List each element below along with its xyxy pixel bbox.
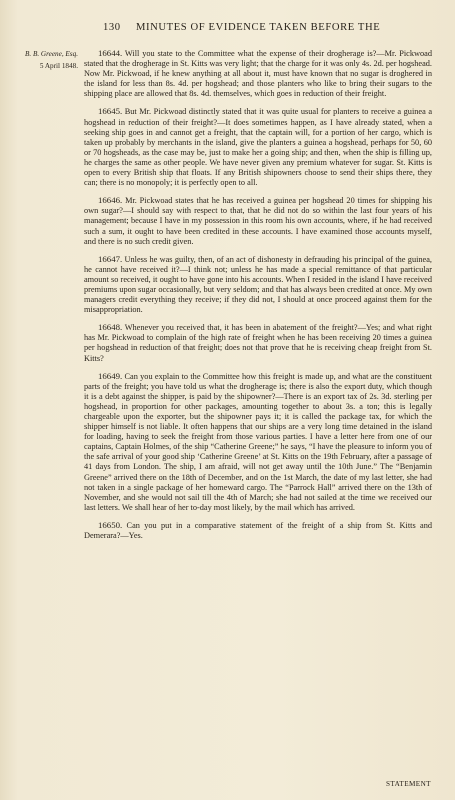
question-text: Can you put in a comparative statement of the freight of a ship from St. Kitts and Demerara?—Yes.	[84, 520, 433, 541]
question-text: Whenever you received that, it has been in abatement of the freight?—Yes; and what right has Mr. Pickwoad to complain of the high rate of freight when he has been receiving 20 times a guinea per hogshead in reduction of that freight; does not that prove that he is receiving cheap freight from St. Kitts?	[84, 323, 432, 363]
question-text: But Mr. Pickwoad distinctly stated that it was quite usual for planters to receive a guinea a hogshead in reduction of their freight?—It does sometimes happen, as I have already stated, when a seeking ship goes in and cannot get a freight, that the captain will, for a portion of her cargo, which is taken up probably by merchants in the island, give the planters a guinea a hogshead, perhaps for 50, 60 or 70 hogsheads, as the case may be, just to make her a going ship; and then, when the ship is filling up, he charges the same as other people. We have never given any premium whatever for sugar. St. Kitts is open to every British ship that floats. If any British shipowners choose to send their ships there, they can; there is no monopoly; it is perfectly open to all.	[84, 107, 433, 188]
running-title: MINUTES OF EVIDENCE TAKEN BEFORE THE	[136, 22, 381, 33]
question-number: 16646.	[98, 195, 123, 206]
evidence-date: 5 April 1848.	[39, 62, 78, 70]
question-number: 16647.	[98, 253, 123, 264]
running-header	[0, 22, 455, 36]
question-paragraph	[84, 106, 432, 188]
question-text: Unless he was guilty, then, of an act of dishonesty in defrauding his principal of the guinea, he cannot have received it?—I think not; unless he has made a special remittance of that particular amount so received, it ought to have gone into his accounts. When I resided in the island I have received premiums upon sugar occasionally, but very seldom; and that has always been credited at once. My own managers credit everything they receive; if they did not, I should at once proceed against them for the misappropriation.	[84, 254, 432, 315]
catchword: STATEMENT	[386, 780, 431, 788]
question-number: 16645.	[98, 106, 123, 117]
question-paragraph	[84, 48, 432, 99]
witness-name: B. B. Greene, Esq.	[24, 50, 78, 58]
evidence-body	[84, 48, 432, 548]
question-number: 16649.	[98, 370, 123, 381]
question-paragraph	[84, 322, 432, 363]
page-number: 130	[103, 22, 121, 33]
question-text: Mr. Pickwoad states that he has received a guinea per hogshead 20 times for shipping his own sugar?—I should say with respect to that, that he did not do so within the last four years of his management; because I have in my possession in this room his own accounts, where, if he had received such a sum, it ought to have been credited in these accounts. I have examined those accounts myself, and there is no such credit given.	[84, 196, 433, 246]
question-number: 16644.	[98, 48, 123, 58]
question-number: 16648.	[98, 322, 123, 333]
question-paragraph	[84, 195, 432, 246]
question-paragraph	[84, 520, 432, 541]
question-paragraph	[84, 371, 432, 513]
question-number: 16650.	[98, 519, 123, 530]
question-text: Can you explain to the Committee how this freight is made up, and what are the constituent parts of the freight; you have told us what the drogherage is; there is also the export duty, which though it is a debt against the shipper, is paid by the shipowner?—There is an export tax of 2s. 3d. sterling per hogshead, in proportion for other packages, amounting together to about 3s. a ton; this is legally chargeable upon the exporter, but the shipowner pays it; it is called the package tax, for which the shipper himself is not liable. It often happens that our ships are a very long time detained in the island for loading, having to seek the freight from those various parties. I have a letter here from one of our captains, Captain Holmes, of the ship “Catherine Greene;” he says, “I have the pleasure to inform you of the safe arrival of your good ship ‘Catherine Greene’ at St. Kitts on the 19th February, after a passage of 41 days from London. The ship, I am afraid, will not get away until the 10th June.” The “Benjamin Greene” arrived there on the 18th of December, and on the 1st March, the date of my last letter, she had not taken in a single package of her homeward cargo. The “Parrock Hall” arrived there on the 13th of November, and she would not sail till the 4th of March; she had not sailed at the time we received our last letters. We shall hear of her to-day most likely, by the mail which has arrived.	[84, 371, 432, 512]
question-text: Will you state to the Committee what the expense of their drogherage is?—Mr. Pickwoad stated that the drogherage in St. Kitts was very light; that the charge for it was only 4s. 2d. per hogshead. Now Mr. Pickwoad, if he knew anything at all about it, must have known that no sugar is droghered in the island for less than 8s. 4d. per hogshead; and those planters who like to bring their sugars to the shipping place are allowed that 8s. 4d. themselves, which goes in reduction of their freight.	[84, 49, 432, 99]
question-paragraph	[84, 254, 432, 316]
margin-note	[14, 48, 78, 72]
